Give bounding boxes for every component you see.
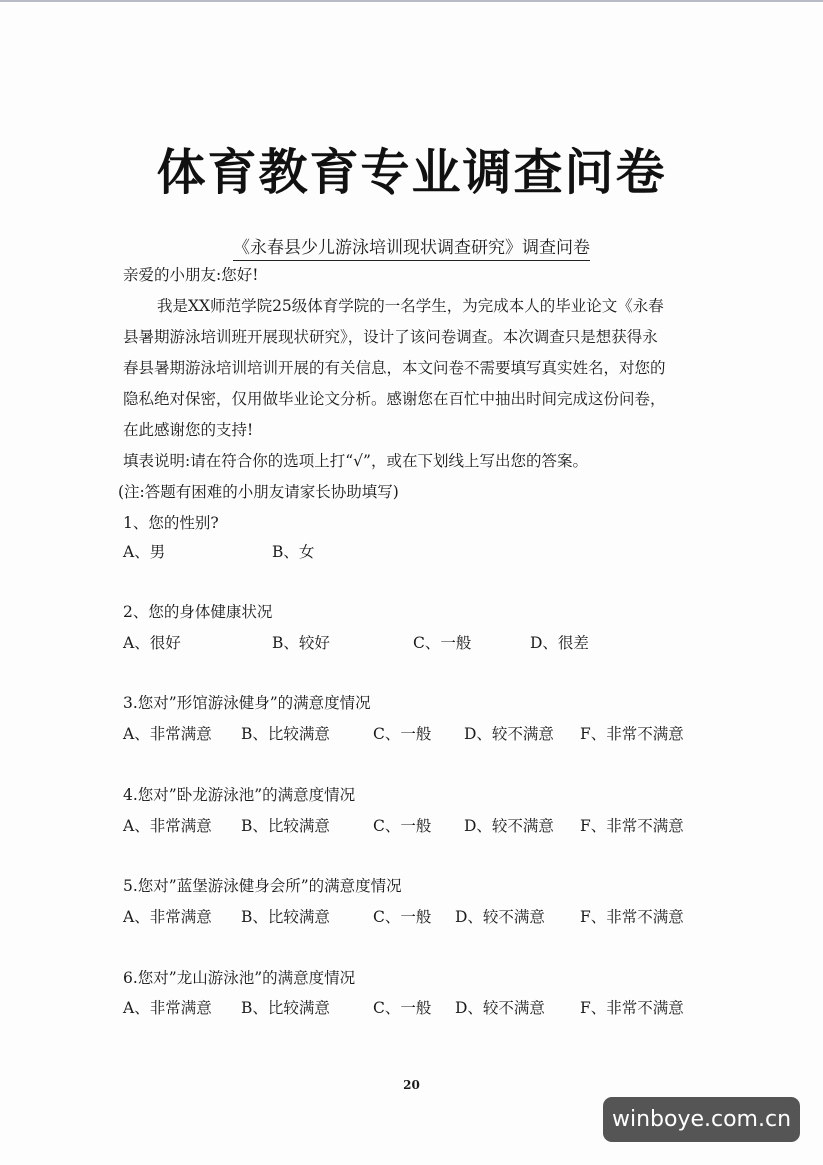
- page-number: 20: [403, 1078, 420, 1092]
- question-3: 3.您对”形馆游泳健身”的满意度情况: [123, 694, 371, 712]
- question-5: 5.您对”蓝堡游泳健身会所”的满意度情况: [123, 877, 402, 895]
- q6-option-d: D、较不满意: [455, 999, 545, 1017]
- q6-option-c: C、一般: [373, 999, 432, 1017]
- q3-option-d: D、较不满意: [464, 725, 554, 743]
- q4-option-c: C、一般: [373, 817, 432, 835]
- site-watermark: winboye.com.cn: [603, 1097, 800, 1142]
- intro-line-3: 春县暑期游泳培训培训开展的有关信息，本文问卷不需要填写真实姓名，对您的: [123, 359, 666, 377]
- q2-option-a: A、很好: [123, 634, 181, 652]
- question-4: 4.您对”卧龙游泳池”的满意度情况: [123, 786, 356, 804]
- q3-option-c: C、一般: [373, 725, 432, 743]
- q1-option-b: B、女: [272, 543, 315, 561]
- parent-note: (注:答题有困难的小朋友请家长协助填写): [118, 483, 399, 501]
- q1-option-a: A、男: [123, 543, 166, 561]
- q5-option-b: B、比较满意: [241, 908, 330, 926]
- q5-option-a: A、非常满意: [123, 908, 212, 926]
- q5-option-c: C、一般: [373, 908, 432, 926]
- q4-option-d: D、较不满意: [464, 817, 554, 835]
- greeting: 亲爱的小朋友:您好!: [123, 266, 259, 284]
- q6-option-b: B、比较满意: [241, 999, 330, 1017]
- q6-option-a: A、非常满意: [123, 999, 212, 1017]
- intro-line-5: 在此感谢您的支持!: [123, 421, 254, 439]
- q5-option-f: F、非常不满意: [580, 908, 684, 926]
- q2-option-c: C、一般: [413, 634, 472, 652]
- page-title: 体育教育专业调查问卷: [156, 144, 667, 201]
- intro-line-4: 隐私绝对保密，仅用做毕业论文分析。感谢您在百忙中抽出时间完成这份问卷，: [123, 390, 666, 408]
- q3-option-b: B、比较满意: [241, 725, 330, 743]
- top-border: [0, 0, 823, 2]
- q5-option-d: D、较不满意: [455, 908, 545, 926]
- q4-option-b: B、比较满意: [241, 817, 330, 835]
- fill-instructions: 填表说明:请在符合你的选项上打“√”，或在下划线上写出您的答案。: [123, 452, 588, 470]
- question-2: 2、您的身体健康状况: [123, 603, 273, 621]
- q2-option-d: D、很差: [530, 634, 589, 652]
- q2-option-b: B、较好: [272, 634, 330, 652]
- q3-option-f: F、非常不满意: [580, 725, 684, 743]
- q4-option-a: A、非常满意: [123, 817, 212, 835]
- q6-option-f: F、非常不满意: [580, 999, 684, 1017]
- question-1: 1、您的性别?: [123, 514, 219, 532]
- subtitle-text: 《永春县少儿游泳培训现状调查研究》调查问卷: [233, 238, 590, 261]
- questionnaire-subtitle: [0, 233, 823, 258]
- question-6: 6.您对”龙山游泳池”的满意度情况: [123, 969, 356, 987]
- q3-option-a: A、非常满意: [123, 725, 212, 743]
- intro-line-1: 我是XX师范学院25级体育学院的一名学生，为完成本人的毕业论文《永春: [157, 297, 664, 315]
- q4-option-f: F、非常不满意: [580, 817, 684, 835]
- intro-line-2: 县暑期游泳培训班开展现状研究》，设计了该问卷调查。本次调查只是想获得永: [123, 328, 658, 346]
